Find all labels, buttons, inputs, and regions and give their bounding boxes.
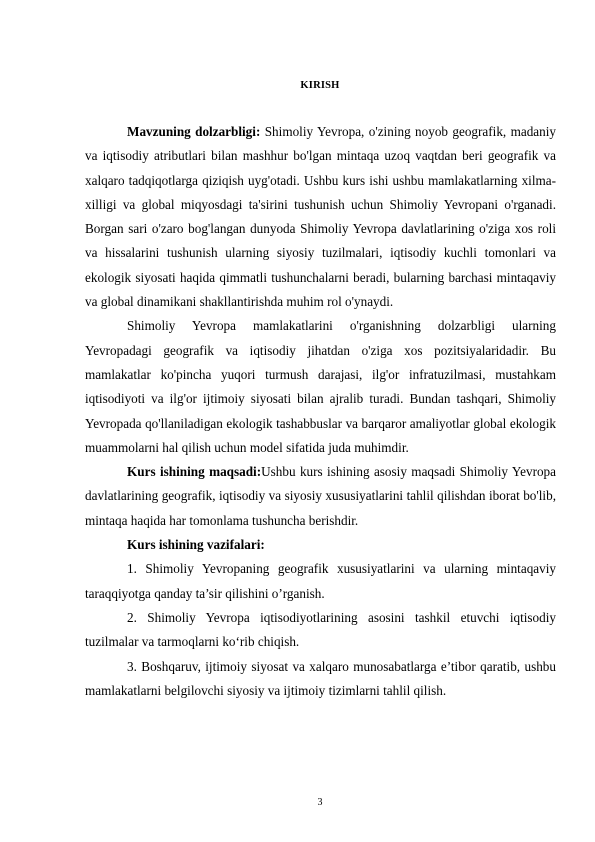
task-item-1 (85, 557, 556, 606)
paragraph-relevance-detail (85, 314, 556, 460)
paragraph-text: 3. Boshqaruv, ijtimoiy siyosat va xalqaro munosabatlarga e’tibor qaratib, ushbu mamlakatlarni belgilovchi siyosiy va ijtimoiy tizimlarni tahlil qilish. (85, 658, 556, 698)
paragraph-goal (85, 460, 556, 533)
body-text (85, 120, 556, 703)
paragraph-text: Shimoliy Yevropa mamlakatlarini o'rganishning dolzarbligi ularning Yevropadagi geografik va iqtisodiy jihatdan o'ziga xos pozitsiyalaridadir. Bu mamlakatlar ko'pincha yuqori turmush darajasi, ilg'or infratuzilmasi, mustahkam iqtisodiyoti va ilg'or ijtimoiy siyosati bilan ajralib turadi. Bundan tashqari, Shimoliy Yevropada qo'llaniladigan ekologik tashabbuslar va barqaror amaliyotlar global ekologik muammolarni hal qilish uchun model sifatida juda muhimdir. (85, 318, 556, 455)
page-number: 3 (317, 797, 323, 808)
paragraph-text: 1. Shimoliy Yevropaning geografik xususiyatlarini va ularning mintaqaviy taraqqiyotga qanday ta’sir qilishini o’rganish. (85, 561, 556, 601)
paragraph-text: 2. Shimoliy Yevropa iqtisodiyotlarining asosini tashkil etuvchi iqtisodiy tuzilmalar va tarmoqlarni ko‘rib chiqish. (85, 609, 556, 650)
paragraph-text: Ushbu kurs ishining asosiy maqsadi Shimoliy Yevropa davlatlarining geografik, iqtisodiy va siyosiy xususiyatlarini tahlil qilishdan iborat bo'lib, mintaqa haqida har tomonlama tushuncha berishdir. (85, 464, 557, 528)
paragraph-relevance (85, 120, 556, 314)
paragraph-lead: Kurs ishining vazifalari: (127, 537, 265, 553)
paragraph-lead: Kurs ishining maqsadi: (127, 464, 262, 480)
paragraph-tasks-heading (85, 533, 556, 557)
paragraph-text: Shimoliy Yevropa, o'zining noyob geografik, madaniy va iqtisodiy atributlari bilan mashhur bo'lgan mintaqa uzoq vaqtdan beri geografik va xalqaro tadqiqotlarga qiziqish uyg'otadi. Ushbu kurs ishi ushbu mamlakatlarning xilma-xilligi va global miqyosdagi ta'sirini tushunish uchun Shimoliy Yevropani o'rganadi. Borgan sari o'zaro bog'langan dunyoda Shimoliy Yevropa davlatlarining o'ziga xos roli va hissalarini tushunish ularning siyosiy tuzilmalari, iqtisodiy kuchli tomonlari va ekologik siyosati haqida qimmatli tushunchalarni beradi, bularning barchasi mintaqaviy va global dinamikani shakllantirishda muhim rol o'ynaydi. (85, 124, 557, 310)
task-item-3 (85, 655, 556, 704)
section-title: KIRISH (300, 80, 340, 91)
paragraph-lead: Mavzuning dolzarbligi: (127, 124, 261, 139)
task-item-2 (85, 606, 556, 655)
